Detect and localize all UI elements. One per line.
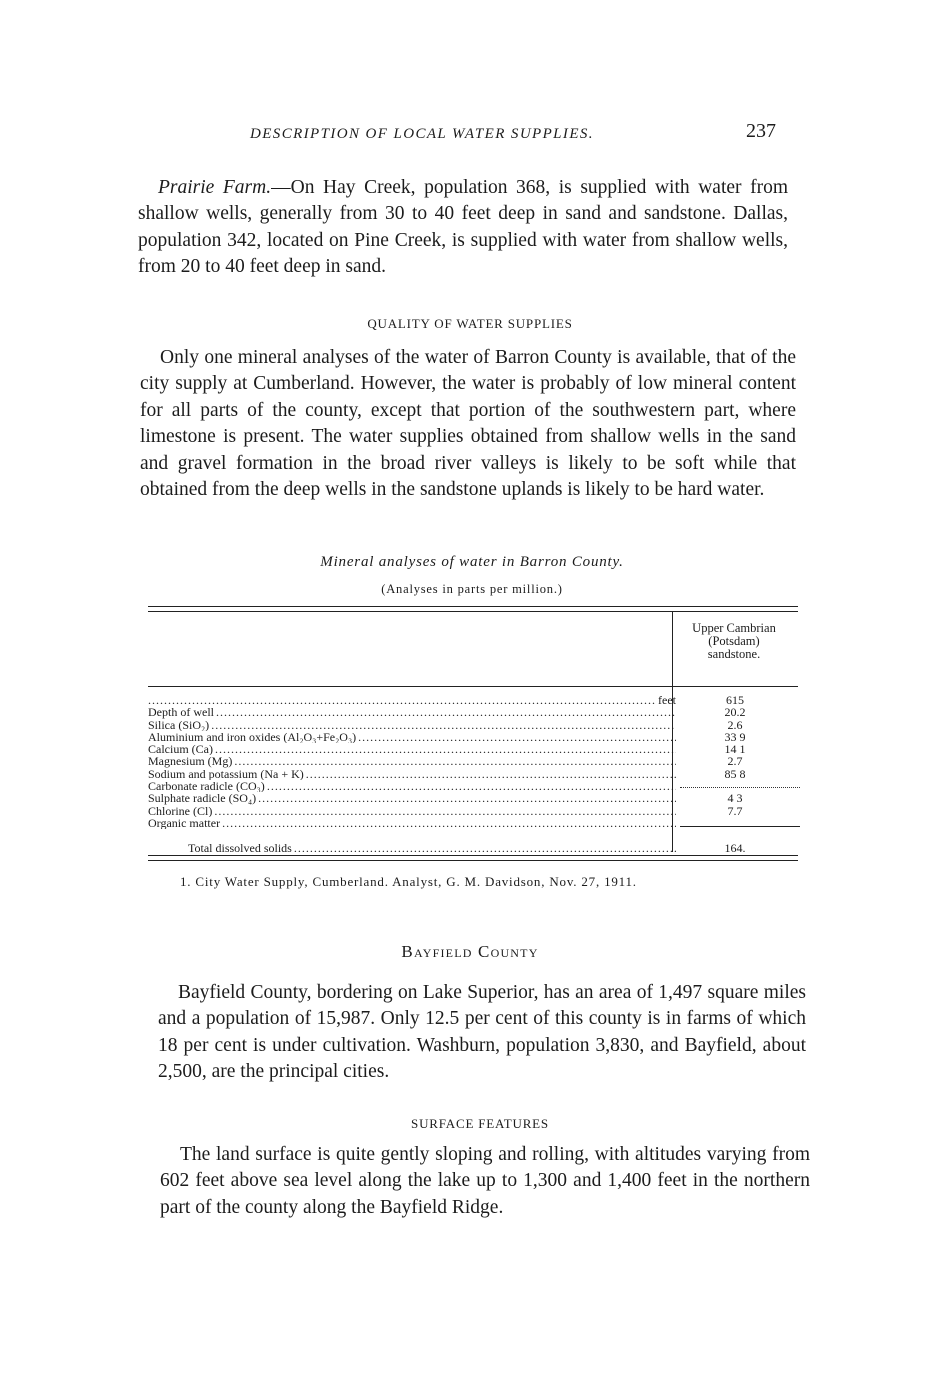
table-cell: 14 1 [724,742,746,757]
table-title: Mineral analyses of water in Barron County. [320,554,624,570]
table-subtitle: (Analyses in parts per million.) [381,582,563,596]
prairie-farm-lead: Prairie Farm. [158,177,272,198]
table-row: Sulphate radicle (SO₄) ..... [148,792,676,804]
table-values [690,694,780,855]
table-bottom-rule-2 [148,860,798,861]
table-row: Carbonate radicle (CO₃) ..... [148,780,676,792]
table-row: Organic matter ..... [148,817,676,829]
county-heading: Bayfield County [401,942,539,961]
table-cell [690,817,780,829]
table-cell: 615 [726,693,744,707]
table-row: feet ..... [148,694,676,706]
paragraph-prairie-farm [138,175,788,281]
column-header-line-2: (Potsdam) [708,634,760,648]
column-header-line-3: sandstone. [707,647,761,661]
surface-heading: SURFACE FEATURES [411,1116,549,1131]
table-row: Calcium (Ca) ..... [148,743,676,755]
table-row-total: Total dissolved solids ..... [148,842,676,854]
table-row: Silica (SiO₂) ..... [148,719,676,731]
prairie-farm-text: —On Hay Creek, population 368, is supplied with water from shallow wells, generally from 30 to 40 feet deep in sand and sandstone. Dallas, population 342, located on Pine Creek, is supplied with water from shallow wells, from 20 to 40 feet deep in sand. [138,177,788,278]
sum-rule [680,826,800,827]
dotted-rule [680,787,800,789]
table-row: Magnesium (Mg) ..... [148,755,676,767]
column-header-line-1: Upper Cambrian [692,621,776,635]
table-cell: 33 9 [724,729,746,744]
running-title: DESCRIPTION OF LOCAL WATER SUPPLIES. [250,126,594,142]
table-cell: 85 8 [724,766,746,781]
page-number: 237 [746,120,776,142]
column-header [672,622,796,661]
table-top-rule [148,606,798,607]
table-header-rule [148,686,798,687]
table-footnote: 1. City Water Supply, Cumberland. Analyst, G. M. Davidson, Nov. 27, 1911. [180,874,637,889]
table-top-rule-2 [148,611,798,612]
table-cell-total: 164. [724,841,746,856]
table-bottom-rule [148,855,798,856]
table-rows [148,694,676,855]
table-cell: 4 3 [727,791,743,806]
paragraph-surface: The land surface is quite gently sloping and rolling, with altitudes varying from 602 feet above sea level along the lake up to 1,300 and 1,400 feet in the northern part of the county along the Bayfield Ridge. [160,1144,810,1218]
paragraph-quality: Only one mineral analyses of the water of Barron County is available, that of the city supply at Cumberland. However, the water is probably of low mineral content for all parts of the county, except that portion of the southwestern part, where limestone is present. The water supplies obtained from shallow wells in the sand and gravel formation in the broad river valleys is likely to be soft while that obtained from the deep wells in the sandstone uplands is likely to be hard water. [140,347,796,501]
quality-heading: QUALITY OF WATER SUPPLIES [367,316,573,331]
table-cell: 2.6 [727,717,743,732]
table-row: Depth of well ..... [148,706,676,718]
table-row: Aluminium and iron oxides (Al₂O₃+Fe₂O₃) ..... [148,731,676,743]
table-row: Chlorine (Cl) ..... [148,805,676,817]
table-cell: 7.7 [727,803,743,818]
paragraph-bayfield: Bayfield County, bordering on Lake Superior, has an area of 1,497 square miles and a population of 15,987. Only 12.5 per cent of this county is in farms of which 18 per cent is under cultivation. Washburn, population 3,830, and Bayfield, about 2,500, are the principal cities. [158,982,806,1083]
table-cell: 20.2 [724,705,746,720]
table-cell: 2.7 [727,754,743,769]
table-row: Sodium and potassium (Na + K) ..... [148,768,676,780]
